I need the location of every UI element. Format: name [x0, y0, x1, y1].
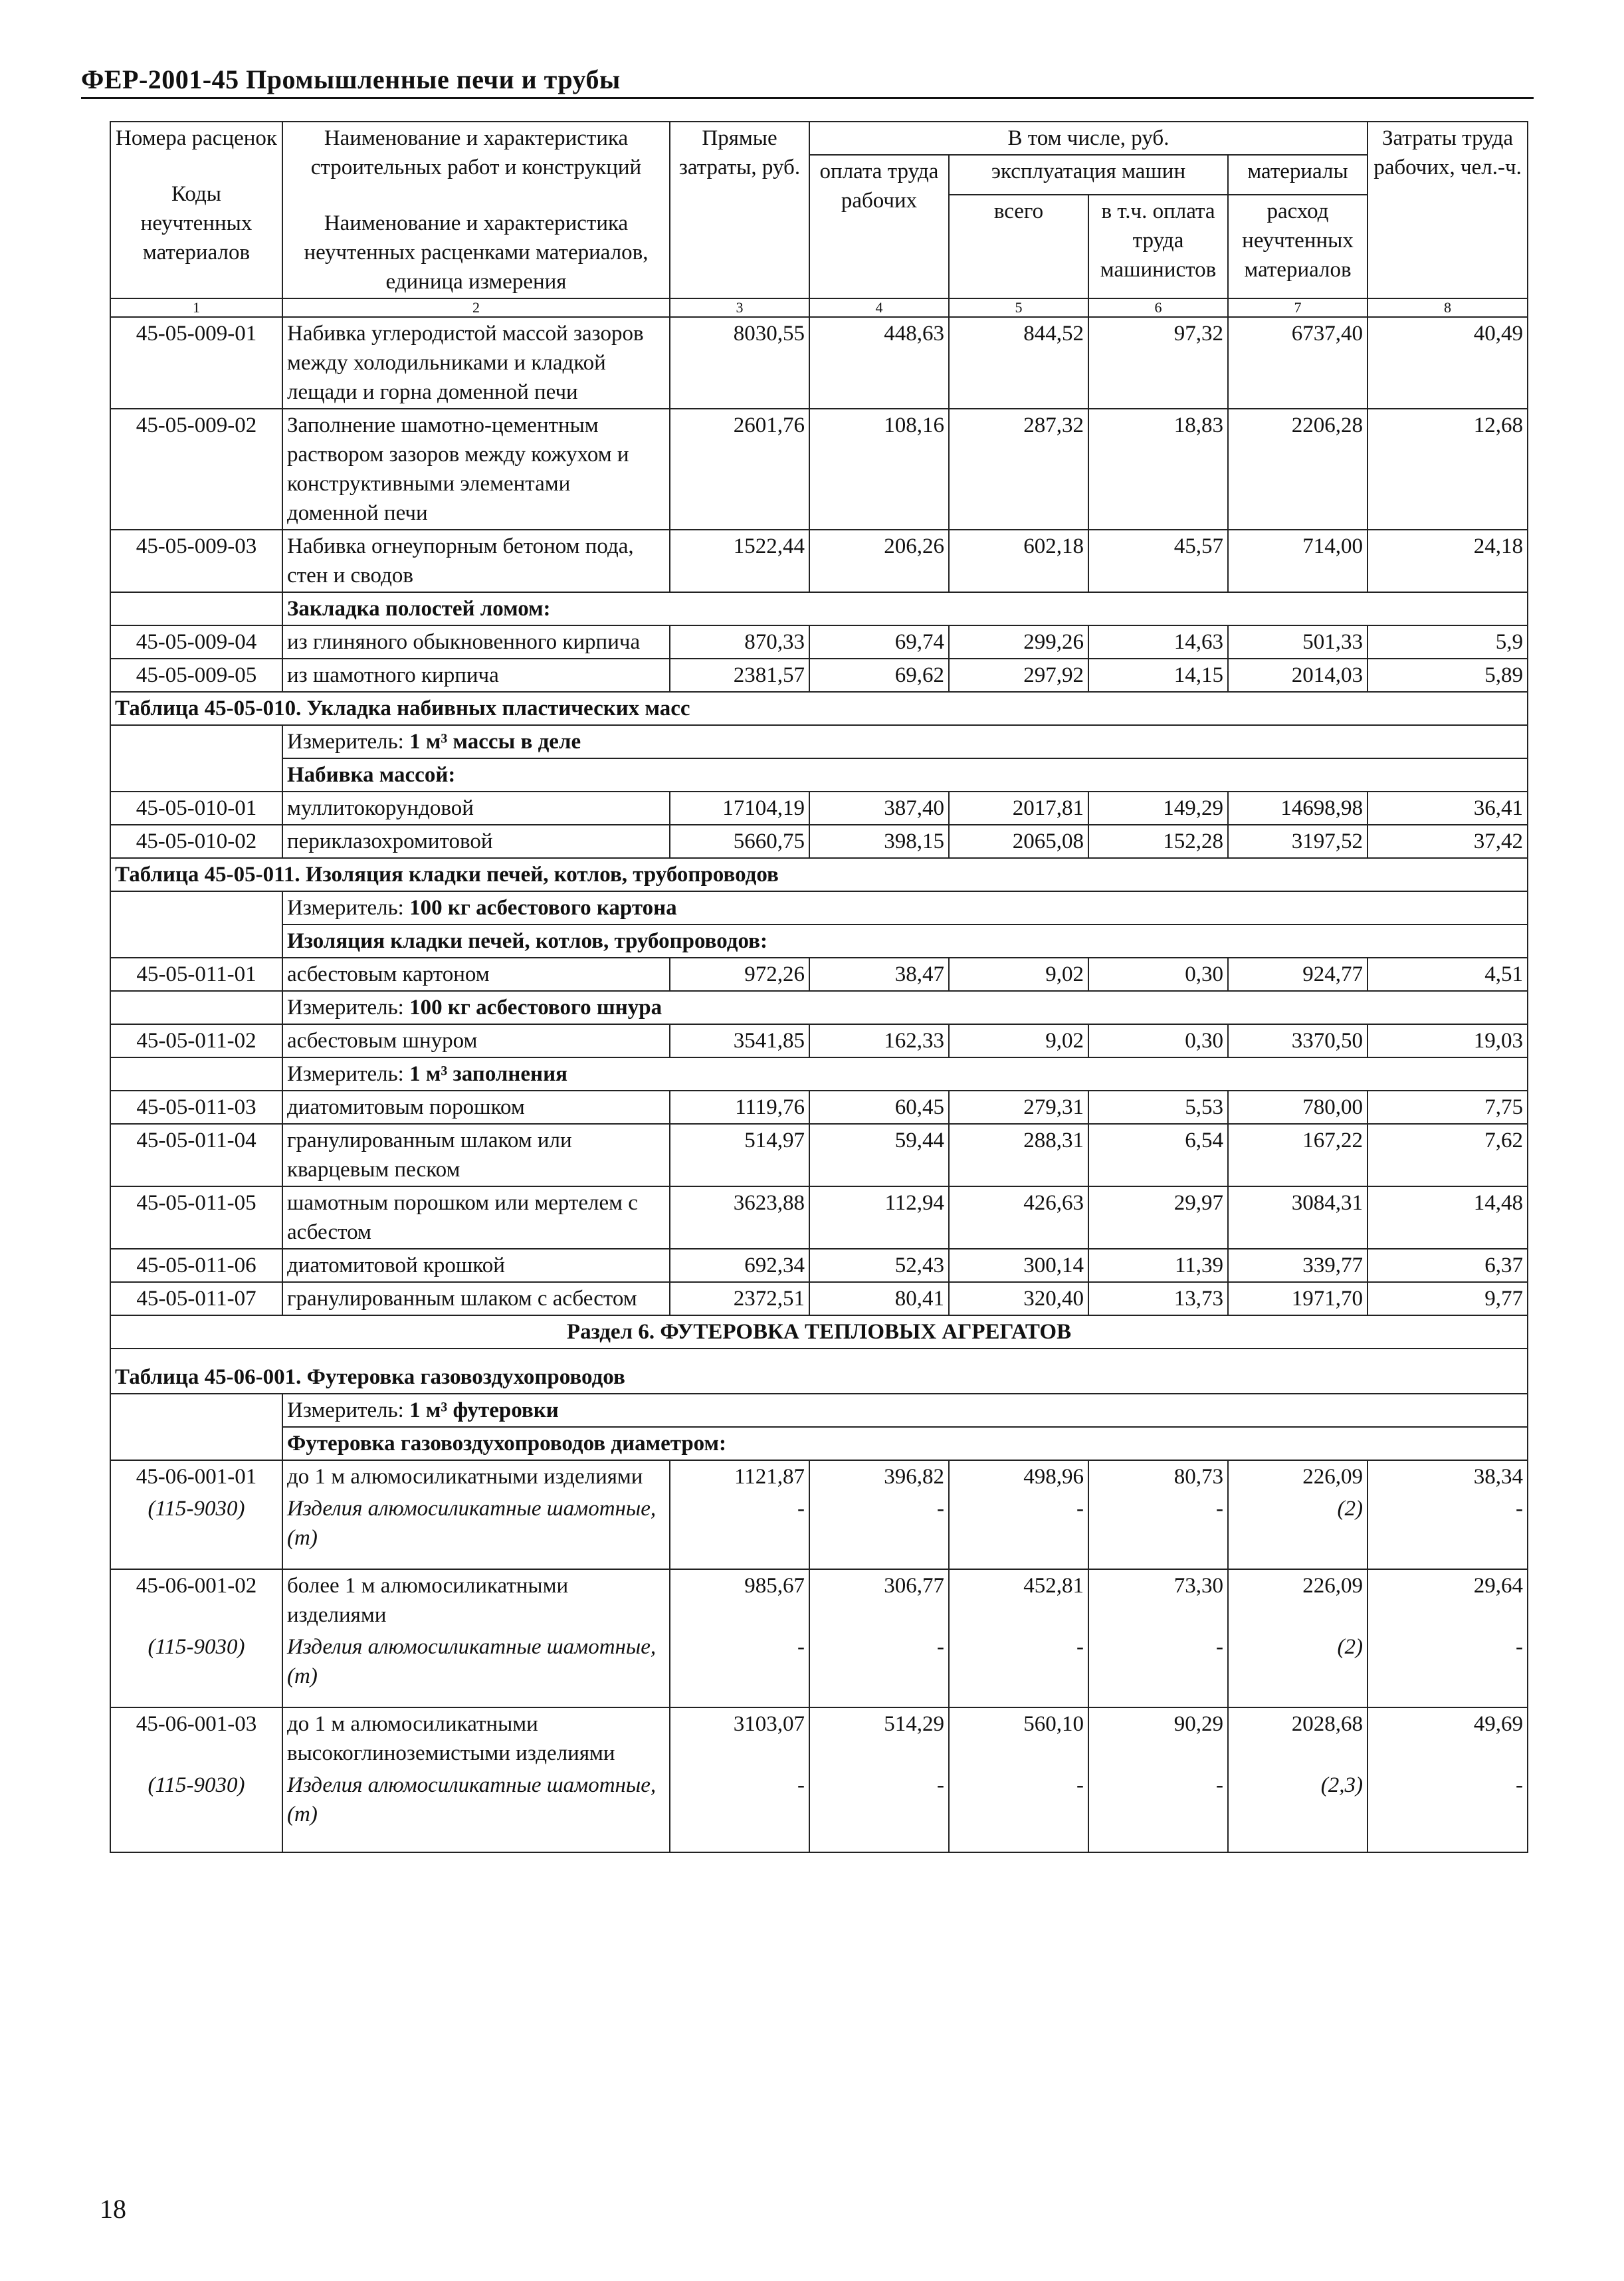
- direct-cost: 2381,57: [670, 659, 809, 692]
- group-heading: Футеровка газовоздухопроводов диаметром:: [282, 1427, 1528, 1460]
- machinist-cost: 0,30: [1088, 1024, 1228, 1057]
- machine-cost: 452,81: [949, 1569, 1088, 1631]
- material-cost: 2206,28: [1228, 409, 1368, 530]
- colnum: 7: [1228, 298, 1368, 317]
- machine-cost: 279,31: [949, 1091, 1088, 1124]
- table-row: [110, 1249, 1528, 1282]
- table-title: Таблица 45-05-010. Укладка набивных пластических масс: [110, 692, 1528, 725]
- labor-hours: 12,68: [1368, 409, 1528, 530]
- table-row: [110, 1282, 1528, 1315]
- section-row: [110, 1315, 1528, 1349]
- colnum: 6: [1088, 298, 1228, 317]
- rate-code: 45-05-009-05: [110, 659, 282, 692]
- measure-row: [110, 991, 1528, 1024]
- machine-cost: 2065,08: [949, 825, 1088, 858]
- labor-hours: 29,64: [1368, 1569, 1528, 1631]
- column-numbers: [110, 298, 1528, 317]
- material-cost: 3197,52: [1228, 825, 1368, 858]
- labor-cost: 69,62: [809, 659, 949, 692]
- rate-name: до 1 м алюмосиликатными изделиями: [282, 1460, 670, 1493]
- rate-name: до 1 м алюмосиликатными высокоглиноземистыми изделиями: [282, 1707, 670, 1769]
- table-row: [110, 1707, 1528, 1769]
- machine-cost: 288,31: [949, 1124, 1088, 1186]
- rate-name: шамотным порошком или мертелем с асбестом: [282, 1186, 670, 1249]
- colnum: 5: [949, 298, 1088, 317]
- measure-label: Измеритель:: [287, 1398, 404, 1422]
- measure-row: [110, 891, 1528, 924]
- header-col2-top: Наименование и характеристика строительных работ и конструкций: [310, 126, 642, 179]
- header-direct: Прямые затраты, руб.: [670, 122, 809, 298]
- direct-cost: 2372,51: [670, 1282, 809, 1315]
- labor-cost: 514,29: [809, 1707, 949, 1769]
- material-row: [110, 1769, 1528, 1852]
- labor-hours: 5,9: [1368, 625, 1528, 659]
- machinist-cost: 14,63: [1088, 625, 1228, 659]
- table-row: [110, 317, 1528, 409]
- material-cost: 2014,03: [1228, 659, 1368, 692]
- table-row: [110, 792, 1528, 825]
- header-mat-consumption: расход неучтенных материалов: [1228, 195, 1368, 298]
- material-consumption: (2): [1228, 1631, 1368, 1707]
- labor-hours: 14,48: [1368, 1186, 1528, 1249]
- labor-hours: 7,62: [1368, 1124, 1528, 1186]
- machine-cost: 498,96: [949, 1460, 1088, 1493]
- direct-cost: 8030,55: [670, 317, 809, 409]
- material-code: (115-9030): [110, 1493, 282, 1569]
- measure-label: Измеритель:: [287, 996, 404, 1020]
- machinist-cost: 5,53: [1088, 1091, 1228, 1124]
- table-row: [110, 1460, 1528, 1493]
- material-consumption: (2): [1228, 1493, 1368, 1569]
- material-cost: 6737,40: [1228, 317, 1368, 409]
- measure-value: 1 м³ футеровки: [409, 1398, 559, 1422]
- rate-name: асбестовым картоном: [282, 958, 670, 991]
- colnum: 1: [110, 298, 282, 317]
- page-number: 18: [100, 2194, 126, 2224]
- table-title-row: [110, 692, 1528, 725]
- rate-code: 45-05-009-02: [110, 409, 282, 530]
- direct-cost: 692,34: [670, 1249, 809, 1282]
- rate-name: диатомитовым порошком: [282, 1091, 670, 1124]
- labor-cost: 80,41: [809, 1282, 949, 1315]
- rate-code: 45-05-011-04: [110, 1124, 282, 1186]
- table-title: Таблица 45-05-011. Изоляция кладки печей, котлов, трубопроводов: [110, 858, 1528, 891]
- measure: [282, 991, 1528, 1024]
- machinist-cost: 73,30: [1088, 1569, 1228, 1631]
- labor-cost: 69,74: [809, 625, 949, 659]
- table-row: [110, 1124, 1528, 1186]
- empty-cell: [110, 592, 282, 625]
- empty-cell: [110, 758, 282, 792]
- rate-code: 45-05-011-05: [110, 1186, 282, 1249]
- measure-value: 100 кг асбестового картона: [409, 896, 677, 920]
- header-machines: эксплуатация машин: [949, 155, 1228, 195]
- colnum: 2: [282, 298, 670, 317]
- dash: -: [1088, 1493, 1228, 1569]
- labor-cost: 52,43: [809, 1249, 949, 1282]
- colnum: 3: [670, 298, 809, 317]
- direct-cost: 514,97: [670, 1124, 809, 1186]
- labor-cost: 59,44: [809, 1124, 949, 1186]
- material-cost: 167,22: [1228, 1124, 1368, 1186]
- rate-code: 45-05-011-03: [110, 1091, 282, 1124]
- direct-cost: 985,67: [670, 1569, 809, 1631]
- header-codes: [110, 122, 282, 298]
- machinist-cost: 18,83: [1088, 409, 1228, 530]
- direct-cost: 5660,75: [670, 825, 809, 858]
- table-row: [110, 958, 1528, 991]
- machinist-cost: 0,30: [1088, 958, 1228, 991]
- table-row: [110, 1091, 1528, 1124]
- header-names: [282, 122, 670, 298]
- material-row: [110, 1493, 1528, 1569]
- rate-name: асбестовым шнуром: [282, 1024, 670, 1057]
- material-cost: 3084,31: [1228, 1186, 1368, 1249]
- header-materials: материалы: [1228, 155, 1368, 195]
- material-code: (115-9030): [110, 1769, 282, 1852]
- dash: -: [670, 1631, 809, 1707]
- rate-name: из глиняного обыкновенного кирпича: [282, 625, 670, 659]
- measure-row: [110, 1057, 1528, 1091]
- material-consumption: (2,3): [1228, 1769, 1368, 1852]
- material-name: Изделия алюмосиликатные шамотные, (т): [282, 1769, 670, 1852]
- material-cost: 501,33: [1228, 625, 1368, 659]
- table-row: [110, 530, 1528, 592]
- direct-cost: 2601,76: [670, 409, 809, 530]
- header-labor: оплата труда рабочих: [809, 155, 949, 298]
- dash: -: [670, 1769, 809, 1852]
- measure-label: Измеритель:: [287, 896, 404, 920]
- table-row: [110, 659, 1528, 692]
- rate-code: 45-05-011-07: [110, 1282, 282, 1315]
- table-row: [110, 1186, 1528, 1249]
- group-heading: Изоляция кладки печей, котлов, трубопроводов:: [282, 924, 1528, 958]
- rate-name: Заполнение шамотно-цементным раствором зазоров между кожухом и конструктивными элементами доменной печи: [282, 409, 670, 530]
- machine-cost: 426,63: [949, 1186, 1088, 1249]
- machinist-cost: 152,28: [1088, 825, 1228, 858]
- rate-name: периклазохромитовой: [282, 825, 670, 858]
- rate-name: гранулированным шлаком или кварцевым песком: [282, 1124, 670, 1186]
- colnum: 8: [1368, 298, 1528, 317]
- rate-code: 45-05-010-02: [110, 825, 282, 858]
- labor-cost: 398,15: [809, 825, 949, 858]
- direct-cost: 1119,76: [670, 1091, 809, 1124]
- labor-hours: 6,37: [1368, 1249, 1528, 1282]
- machine-cost: 9,02: [949, 1024, 1088, 1057]
- colnum: 4: [809, 298, 949, 317]
- dash: -: [1088, 1769, 1228, 1852]
- rate-code: 45-05-011-06: [110, 1249, 282, 1282]
- dash: -: [949, 1769, 1088, 1852]
- rates-table: [110, 121, 1527, 1853]
- machinist-cost: 80,73: [1088, 1460, 1228, 1493]
- empty-cell: [110, 1057, 282, 1091]
- rate-code: 45-05-009-04: [110, 625, 282, 659]
- labor-cost: 396,82: [809, 1460, 949, 1493]
- table-row: [110, 409, 1528, 530]
- labor-cost: 448,63: [809, 317, 949, 409]
- machinist-cost: 6,54: [1088, 1124, 1228, 1186]
- machinist-cost: 97,32: [1088, 317, 1228, 409]
- dash: -: [1368, 1493, 1528, 1569]
- rate-name: более 1 м алюмосиликатными изделиями: [282, 1569, 670, 1631]
- measure-value: 1 м³ заполнения: [409, 1062, 567, 1086]
- labor-hours: 40,49: [1368, 317, 1528, 409]
- machine-cost: 299,26: [949, 625, 1088, 659]
- rate-code: 45-05-011-02: [110, 1024, 282, 1057]
- material-cost: 3370,50: [1228, 1024, 1368, 1057]
- rate-name: из шамотного кирпича: [282, 659, 670, 692]
- labor-hours: 4,51: [1368, 958, 1528, 991]
- dash: -: [809, 1769, 949, 1852]
- labor-hours: 24,18: [1368, 530, 1528, 592]
- table-title-row: [110, 858, 1528, 891]
- group-heading: Набивка массой:: [282, 758, 1528, 792]
- empty-cell: [110, 924, 282, 958]
- machine-cost: 602,18: [949, 530, 1088, 592]
- machinist-cost: 11,39: [1088, 1249, 1228, 1282]
- rate-code: 45-06-001-02: [110, 1569, 282, 1631]
- group-row: [110, 1427, 1528, 1460]
- rate-name: муллитокорундовой: [282, 792, 670, 825]
- page-title: ФЕР-2001-45 Промышленные печи и трубы: [81, 64, 621, 94]
- dash: -: [949, 1631, 1088, 1707]
- section-title: Раздел 6. ФУТЕРОВКА ТЕПЛОВЫХ АГРЕГАТОВ: [110, 1315, 1528, 1349]
- labor-hours: 19,03: [1368, 1024, 1528, 1057]
- group-row: [110, 924, 1528, 958]
- material-cost: 226,09: [1228, 1569, 1368, 1631]
- labor-hours: 7,75: [1368, 1091, 1528, 1124]
- machine-cost: 560,10: [949, 1707, 1088, 1769]
- measure-value: 100 кг асбестового шнура: [409, 996, 662, 1020]
- empty-cell: [110, 1394, 282, 1427]
- material-name: Изделия алюмосиликатные шамотные, (т): [282, 1631, 670, 1707]
- header-mach-total: всего: [949, 195, 1088, 298]
- table-row: [110, 1569, 1528, 1631]
- group-row: [110, 592, 1528, 625]
- machine-cost: 2017,81: [949, 792, 1088, 825]
- measure-row: [110, 1394, 1528, 1427]
- labor-cost: 112,94: [809, 1186, 949, 1249]
- machinist-cost: 29,97: [1088, 1186, 1228, 1249]
- header-incl: В том числе, руб.: [809, 122, 1368, 155]
- measure-label: Измеритель:: [287, 730, 404, 754]
- machine-cost: 844,52: [949, 317, 1088, 409]
- table-title: Таблица 45-06-001. Футеровка газовоздухопроводов: [110, 1349, 1528, 1394]
- table-row: [110, 625, 1528, 659]
- machinist-cost: 149,29: [1088, 792, 1228, 825]
- table-title-row: [110, 1349, 1528, 1394]
- labor-hours: 5,89: [1368, 659, 1528, 692]
- material-cost: 2028,68: [1228, 1707, 1368, 1769]
- measure-value: 1 м³ массы в деле: [409, 730, 581, 754]
- rate-code: 45-05-009-03: [110, 530, 282, 592]
- machinist-cost: 45,57: [1088, 530, 1228, 592]
- material-cost: 14698,98: [1228, 792, 1368, 825]
- direct-cost: 972,26: [670, 958, 809, 991]
- material-code: (115-9030): [110, 1631, 282, 1707]
- direct-cost: 17104,19: [670, 792, 809, 825]
- dash: -: [949, 1493, 1088, 1569]
- group-heading: Закладка полостей ломом:: [282, 592, 1528, 625]
- dash: -: [1368, 1769, 1528, 1852]
- measure-label: Измеритель:: [287, 1062, 404, 1086]
- measure: [282, 1394, 1528, 1427]
- rate-name: Набивка огнеупорным бетоном пода, стен и сводов: [282, 530, 670, 592]
- measure: [282, 1057, 1528, 1091]
- material-name: Изделия алюмосиликатные шамотные, (т): [282, 1493, 670, 1569]
- header-col2-bottom: Наименование и характеристика неучтенных расценками материалов, единица измерения: [304, 211, 649, 294]
- empty-cell: [110, 891, 282, 924]
- material-cost: 780,00: [1228, 1091, 1368, 1124]
- labor-hours: 37,42: [1368, 825, 1528, 858]
- labor-cost: 38,47: [809, 958, 949, 991]
- machine-cost: 287,32: [949, 409, 1088, 530]
- machinist-cost: 90,29: [1088, 1707, 1228, 1769]
- labor-hours: 49,69: [1368, 1707, 1528, 1769]
- machine-cost: 300,14: [949, 1249, 1088, 1282]
- rate-name: диатомитовой крошкой: [282, 1249, 670, 1282]
- rate-name: гранулированным шлаком с асбестом: [282, 1282, 670, 1315]
- measure: [282, 725, 1528, 758]
- labor-hours: 38,34: [1368, 1460, 1528, 1493]
- labor-cost: 108,16: [809, 409, 949, 530]
- direct-cost: 870,33: [670, 625, 809, 659]
- material-cost: 339,77: [1228, 1249, 1368, 1282]
- rate-code: 45-06-001-01: [110, 1460, 282, 1493]
- dash: -: [1088, 1631, 1228, 1707]
- dash: -: [809, 1631, 949, 1707]
- direct-cost: 3541,85: [670, 1024, 809, 1057]
- header-mach-labor: в т.ч. оплата труда машинистов: [1088, 195, 1228, 298]
- title-rule: [81, 97, 1534, 99]
- labor-cost: 387,40: [809, 792, 949, 825]
- labor-hours: 9,77: [1368, 1282, 1528, 1315]
- group-row: [110, 758, 1528, 792]
- labor-cost: 60,45: [809, 1091, 949, 1124]
- table-row: [110, 825, 1528, 858]
- material-cost: 226,09: [1228, 1460, 1368, 1493]
- material-cost: 1971,70: [1228, 1282, 1368, 1315]
- empty-cell: [110, 1427, 282, 1460]
- header-col1-top: Номера расценок: [116, 126, 277, 150]
- rate-code: 45-06-001-03: [110, 1707, 282, 1769]
- empty-cell: [110, 725, 282, 758]
- table-row: [110, 1024, 1528, 1057]
- labor-hours: 36,41: [1368, 792, 1528, 825]
- rate-name: Набивка углеродистой массой зазоров между холодильниками и кладкой лещади и горна доменной печи: [282, 317, 670, 409]
- direct-cost: 1522,44: [670, 530, 809, 592]
- direct-cost: 3623,88: [670, 1186, 809, 1249]
- dash: -: [1368, 1631, 1528, 1707]
- machine-cost: 320,40: [949, 1282, 1088, 1315]
- dash: -: [809, 1493, 949, 1569]
- machine-cost: 297,92: [949, 659, 1088, 692]
- header-hours: Затраты труда рабочих, чел.-ч.: [1368, 122, 1528, 298]
- header-col1-bottom: Коды неучтенных материалов: [140, 182, 253, 265]
- direct-cost: 1121,87: [670, 1460, 809, 1493]
- rate-code: 45-05-011-01: [110, 958, 282, 991]
- material-cost: 714,00: [1228, 530, 1368, 592]
- dash: -: [670, 1493, 809, 1569]
- rate-code: 45-05-009-01: [110, 317, 282, 409]
- empty-cell: [110, 991, 282, 1024]
- material-row: [110, 1631, 1528, 1707]
- measure-row: [110, 725, 1528, 758]
- rate-code: 45-05-010-01: [110, 792, 282, 825]
- material-cost: 924,77: [1228, 958, 1368, 991]
- labor-cost: 206,26: [809, 530, 949, 592]
- labor-cost: 306,77: [809, 1569, 949, 1631]
- machinist-cost: 14,15: [1088, 659, 1228, 692]
- labor-cost: 162,33: [809, 1024, 949, 1057]
- direct-cost: 3103,07: [670, 1707, 809, 1769]
- measure: [282, 891, 1528, 924]
- machinist-cost: 13,73: [1088, 1282, 1228, 1315]
- machine-cost: 9,02: [949, 958, 1088, 991]
